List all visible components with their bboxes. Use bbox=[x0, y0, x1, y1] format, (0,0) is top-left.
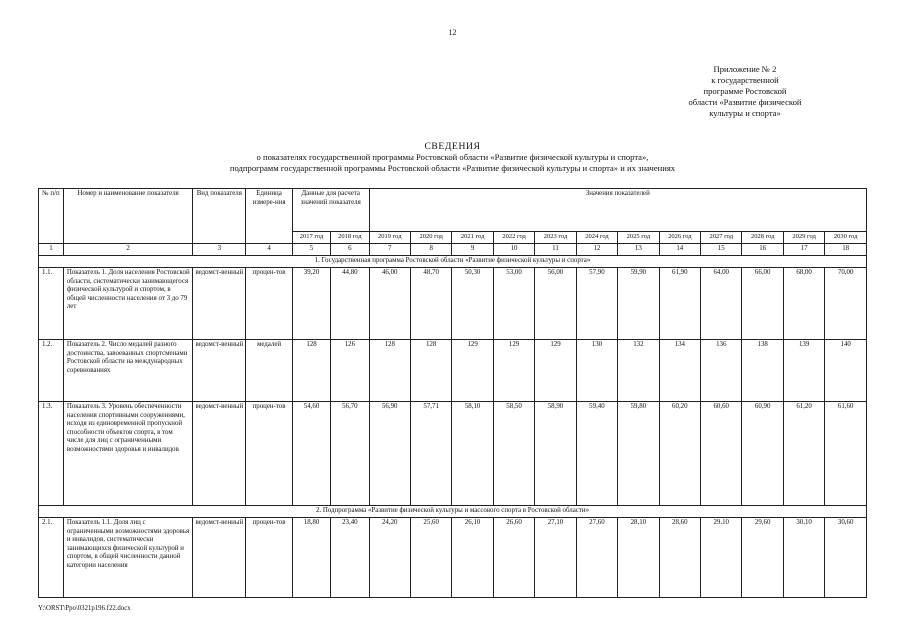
indicator-value: 61,60 bbox=[825, 402, 867, 506]
year-header: 2030 год bbox=[825, 232, 867, 244]
file-path: Y:\ORST\Ppo\0321p196.f22.docx bbox=[38, 605, 131, 612]
column-number: 2 bbox=[63, 244, 193, 256]
column-number: 5 bbox=[292, 244, 330, 256]
indicator-value: 58,50 bbox=[493, 402, 534, 506]
header-base-data: Данные для расчета значений показателя bbox=[292, 189, 369, 232]
header-values: Значения показателей bbox=[369, 189, 866, 232]
column-number: 11 bbox=[535, 244, 576, 256]
indicator-value: 60,90 bbox=[742, 402, 783, 506]
indicator-value: 68,00 bbox=[783, 268, 824, 340]
column-number: 1 bbox=[39, 244, 64, 256]
indicator-value: 128 bbox=[369, 340, 410, 402]
indicator-value: 59,80 bbox=[618, 402, 659, 506]
appendix-line: к государственной bbox=[711, 75, 779, 85]
row-number: 1.1. bbox=[39, 268, 64, 340]
indicator-value: 129 bbox=[493, 340, 534, 402]
indicator-type: ведомст-венный bbox=[193, 518, 246, 598]
section-title: 1. Государственная программа Ростовской области «Развитие физической культуры и спорта» bbox=[39, 256, 867, 268]
indicator-value: 59,90 bbox=[618, 268, 659, 340]
column-number: 6 bbox=[331, 244, 369, 256]
indicator-value: 60,60 bbox=[701, 402, 742, 506]
indicator-value: 57,71 bbox=[410, 402, 451, 506]
indicator-type: ведомст-венный bbox=[193, 268, 246, 340]
column-number: 7 bbox=[369, 244, 410, 256]
indicator-value: 140 bbox=[825, 340, 867, 402]
indicator-value: 28,10 bbox=[618, 518, 659, 598]
year-header: 2022 год bbox=[493, 232, 534, 244]
table-row bbox=[39, 402, 867, 506]
year-header: 2025 год bbox=[618, 232, 659, 244]
indicator-value: 56,70 bbox=[331, 402, 369, 506]
indicator-value: 128 bbox=[410, 340, 451, 402]
section-row bbox=[39, 506, 867, 518]
indicator-value: 130 bbox=[576, 340, 617, 402]
indicator-value: 59,40 bbox=[576, 402, 617, 506]
indicator-value: 126 bbox=[331, 340, 369, 402]
indicators-table bbox=[38, 188, 867, 598]
indicator-value: 26,10 bbox=[452, 518, 493, 598]
indicator-value: 53,00 bbox=[493, 268, 534, 340]
column-number: 10 bbox=[493, 244, 534, 256]
indicator-unit: процен-тов bbox=[246, 518, 293, 598]
year-header: 2024 год bbox=[576, 232, 617, 244]
indicator-value: 60,20 bbox=[659, 402, 700, 506]
document-heading bbox=[0, 141, 905, 174]
indicator-value: 27,60 bbox=[576, 518, 617, 598]
table-row bbox=[39, 518, 867, 598]
year-header: 2020 год bbox=[410, 232, 451, 244]
heading-line: подпрограмм государственной программы Ростовской области «Развитие физической культуры и спорта» и их значениях bbox=[229, 163, 676, 173]
indicator-name: Показатель 1. Доля населения Ростовской области, систематически занимающегося физической культурой и спортом, в общей численности населения от 3 до 79 лет bbox=[63, 268, 193, 340]
page-number: 12 bbox=[448, 28, 457, 37]
column-number: 3 bbox=[193, 244, 246, 256]
indicator-value: 138 bbox=[742, 340, 783, 402]
column-number: 15 bbox=[701, 244, 742, 256]
column-number: 4 bbox=[246, 244, 293, 256]
year-header: 2029 год bbox=[783, 232, 824, 244]
indicator-value: 58,10 bbox=[452, 402, 493, 506]
year-header: 2019 год bbox=[369, 232, 410, 244]
indicator-value: 18,80 bbox=[292, 518, 330, 598]
indicator-value: 129 bbox=[535, 340, 576, 402]
year-header: 2021 год bbox=[452, 232, 493, 244]
table-row bbox=[39, 340, 867, 402]
indicator-value: 27,10 bbox=[535, 518, 576, 598]
indicator-unit: процен-тов bbox=[246, 402, 293, 506]
indicator-value: 24,20 bbox=[369, 518, 410, 598]
header-no: № п/п bbox=[39, 189, 64, 244]
indicator-value: 139 bbox=[783, 340, 824, 402]
indicator-value: 132 bbox=[618, 340, 659, 402]
indicator-value: 39,20 bbox=[292, 268, 330, 340]
row-number: 1.3. bbox=[39, 402, 64, 506]
column-number: 13 bbox=[618, 244, 659, 256]
indicator-value: 57,90 bbox=[576, 268, 617, 340]
year-header: 2023 год bbox=[535, 232, 576, 244]
year-header: 2017 год bbox=[292, 232, 330, 244]
indicator-value: 29,60 bbox=[742, 518, 783, 598]
appendix-line: Приложение № 2 bbox=[713, 64, 777, 74]
header-name: Номер и наименование показателя bbox=[63, 189, 193, 244]
indicator-value: 70,00 bbox=[825, 268, 867, 340]
indicator-value: 29,10 bbox=[701, 518, 742, 598]
appendix-line: культуры и спорта» bbox=[709, 108, 781, 118]
section-title: 2. Подпрограмма «Развитие физической культуры и массового спорта в Ростовской области» bbox=[39, 506, 867, 518]
column-number: 18 bbox=[825, 244, 867, 256]
appendix-note bbox=[660, 64, 830, 119]
indicator-type: ведомст-венный bbox=[193, 402, 246, 506]
indicator-value: 56,90 bbox=[369, 402, 410, 506]
header-type: Вид показателя bbox=[193, 189, 246, 244]
indicator-value: 128 bbox=[292, 340, 330, 402]
indicator-value: 30,60 bbox=[825, 518, 867, 598]
section-row bbox=[39, 256, 867, 268]
table-row bbox=[39, 268, 867, 340]
indicator-value: 58,90 bbox=[535, 402, 576, 506]
indicator-unit: медалей bbox=[246, 340, 293, 402]
appendix-line: программе Ростовской bbox=[703, 86, 787, 96]
indicator-value: 23,40 bbox=[331, 518, 369, 598]
indicator-name: Показатель 2. Число медалей разного достоинства, завоеванных спортсменами Ростовской области на международных соревнованиях bbox=[63, 340, 193, 402]
indicator-value: 25,60 bbox=[410, 518, 451, 598]
indicator-value: 134 bbox=[659, 340, 700, 402]
year-header: 2018 год bbox=[331, 232, 369, 244]
indicator-value: 46,00 bbox=[369, 268, 410, 340]
row-number: 2.1. bbox=[39, 518, 64, 598]
year-header: 2027 год bbox=[701, 232, 742, 244]
indicator-value: 26,60 bbox=[493, 518, 534, 598]
column-number: 12 bbox=[576, 244, 617, 256]
indicator-value: 129 bbox=[452, 340, 493, 402]
heading-line: о показателях государственной программы Ростовской области «Развитие физической культуры и спорта», bbox=[256, 152, 649, 162]
indicator-value: 61,90 bbox=[659, 268, 700, 340]
indicator-unit: процен-тов bbox=[246, 268, 293, 340]
indicator-type: ведомст-венный bbox=[193, 340, 246, 402]
indicator-name: Показатель 3. Уровень обеспеченности населения спортивными сооружениями, исходя из единовременной пропускной способности объектов спорта, в том числе для лиц с ограниченными возможностями здоровья и инвалидов bbox=[63, 402, 193, 506]
column-number: 16 bbox=[742, 244, 783, 256]
column-number: 8 bbox=[410, 244, 451, 256]
indicator-value: 64,00 bbox=[701, 268, 742, 340]
indicator-value: 50,30 bbox=[452, 268, 493, 340]
column-number: 14 bbox=[659, 244, 700, 256]
indicator-value: 44,80 bbox=[331, 268, 369, 340]
row-number: 1.2. bbox=[39, 340, 64, 402]
indicator-value: 54,60 bbox=[292, 402, 330, 506]
indicator-name: Показатель 1.1. Доля лиц с ограниченными возможностями здоровья и инвалидов, систематически занимающихся физической культурой и спортом, в общей численности данной категории населения bbox=[63, 518, 193, 598]
indicator-value: 61,20 bbox=[783, 402, 824, 506]
indicator-value: 56,00 bbox=[535, 268, 576, 340]
indicator-value: 48,70 bbox=[410, 268, 451, 340]
indicator-value: 136 bbox=[701, 340, 742, 402]
heading-title: СВЕДЕНИЯ bbox=[424, 141, 481, 152]
indicator-value: 66,00 bbox=[742, 268, 783, 340]
column-number: 9 bbox=[452, 244, 493, 256]
indicator-value: 28,60 bbox=[659, 518, 700, 598]
appendix-line: области «Развитие физической bbox=[688, 97, 802, 107]
year-header: 2026 год bbox=[659, 232, 700, 244]
header-unit: Единица измере-ния bbox=[246, 189, 293, 244]
year-header: 2028 год bbox=[742, 232, 783, 244]
column-number: 17 bbox=[783, 244, 824, 256]
indicator-value: 30,10 bbox=[783, 518, 824, 598]
